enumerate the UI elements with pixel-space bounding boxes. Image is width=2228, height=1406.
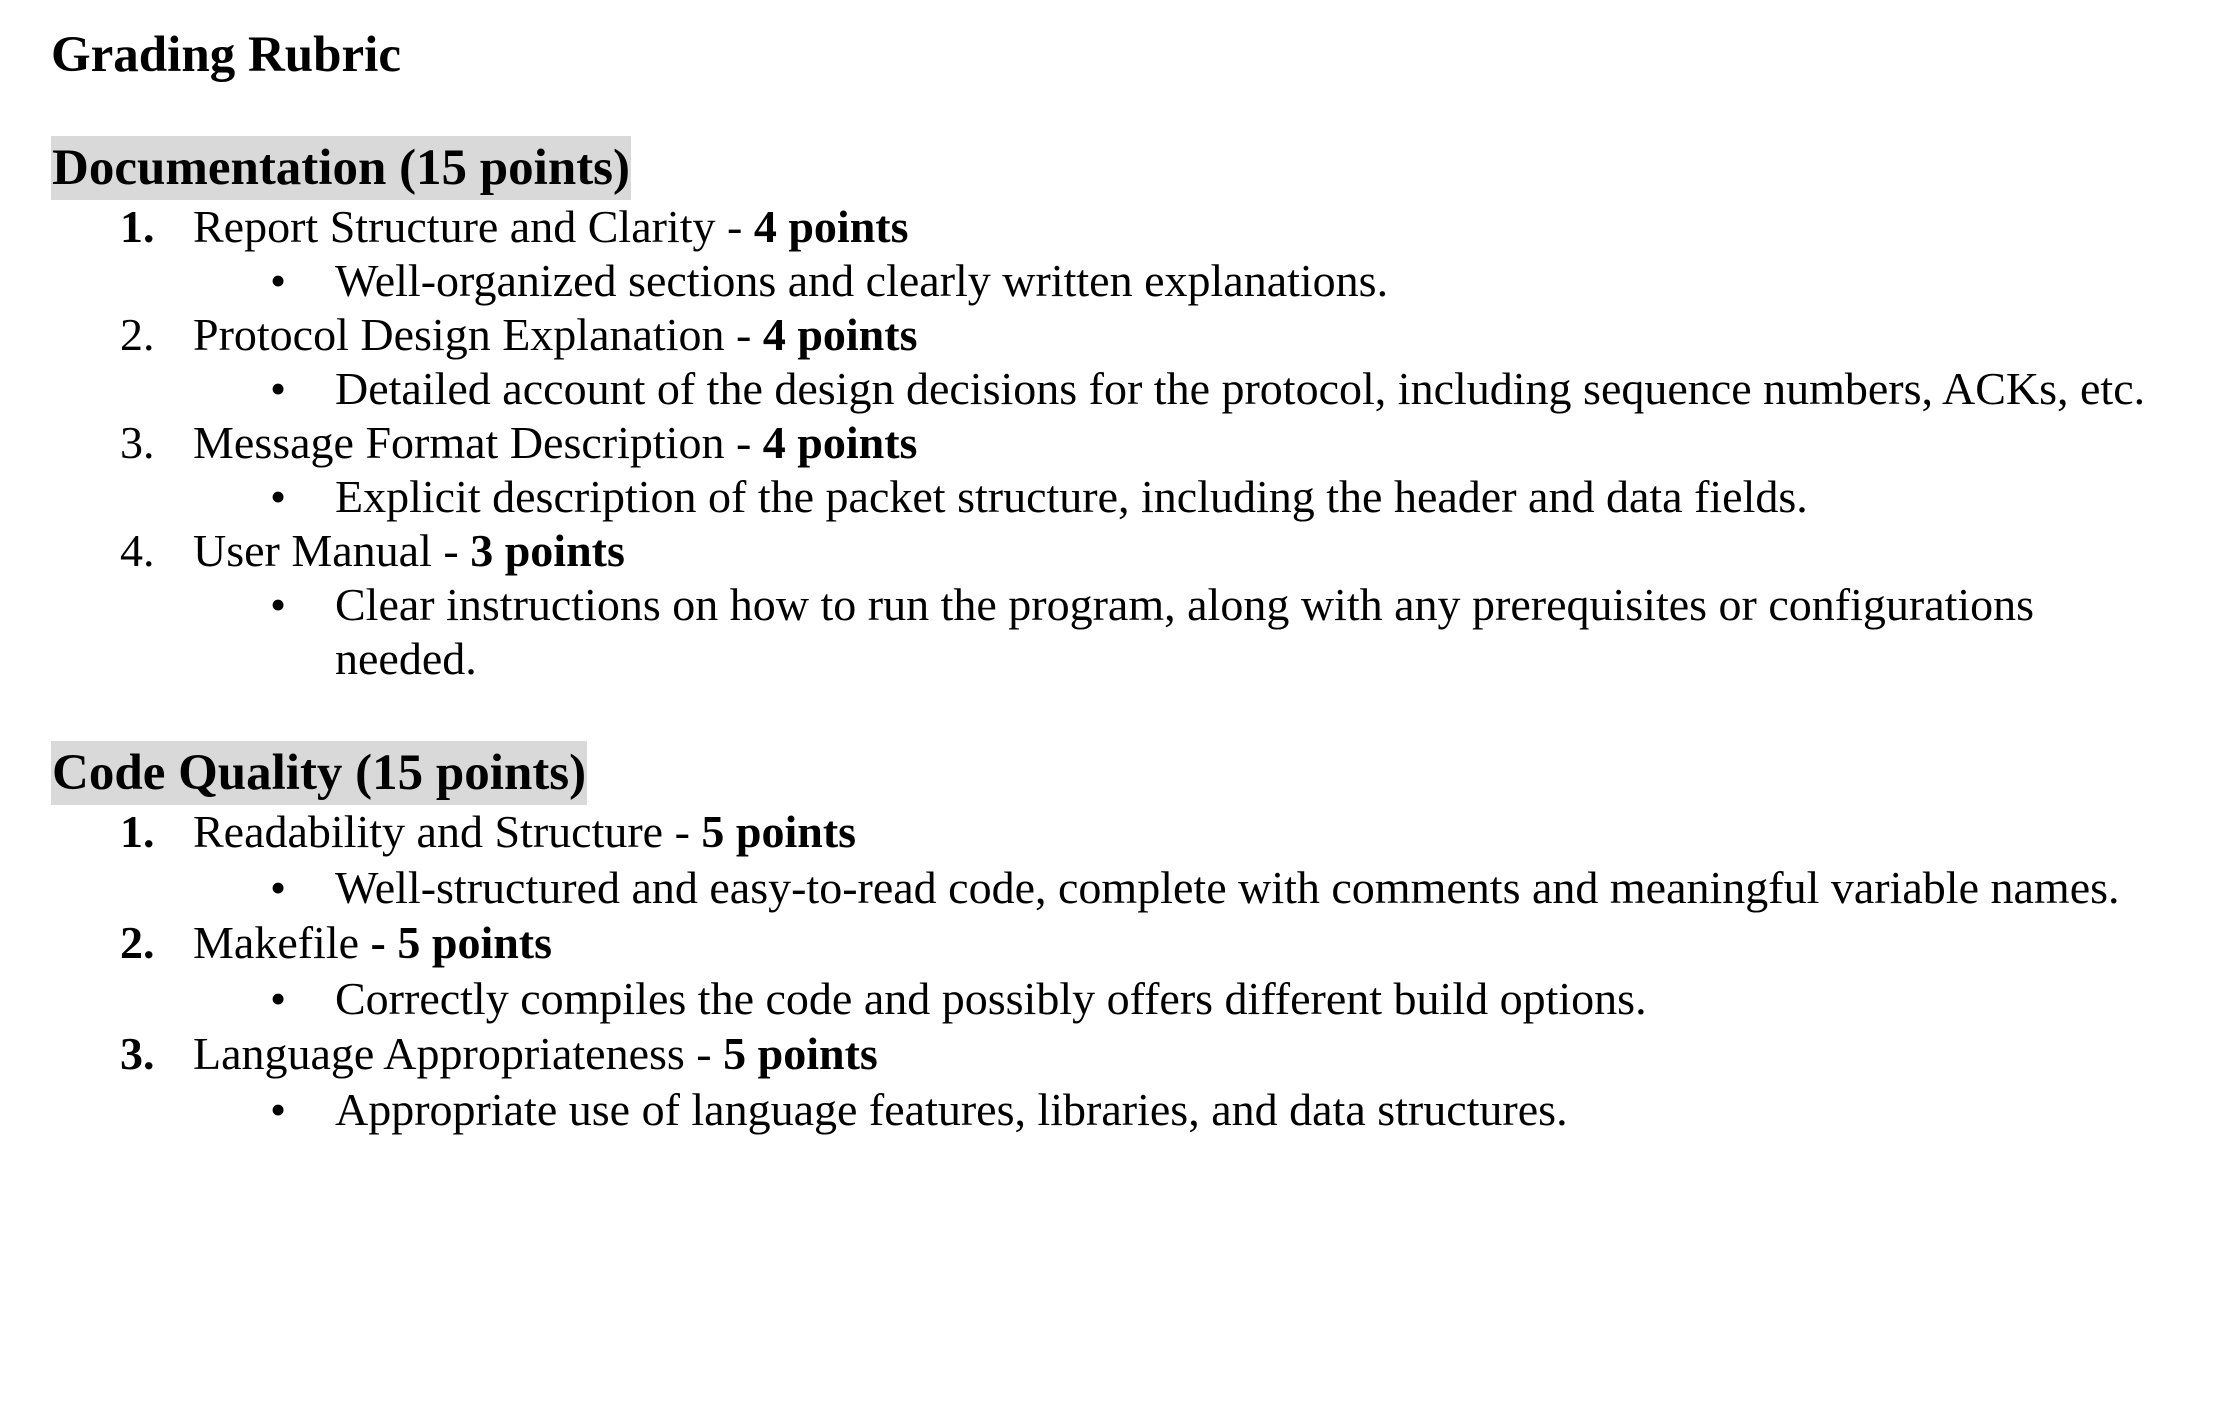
item-name: Readability and Structure: [193, 806, 664, 857]
item-description: Detailed account of the design decisions for the protocol, including sequence numbers, ACKs, etc.: [335, 363, 2146, 414]
rubric-item: [51, 416, 2201, 524]
item-name: Language Appropriateness: [193, 1028, 685, 1079]
rubric-item: [51, 308, 2201, 416]
rubric-item-line: [51, 1027, 2201, 1081]
rubric-item: [51, 1027, 2201, 1138]
bullet-icon: •: [270, 363, 287, 414]
item-description-line: [51, 1081, 2195, 1138]
rubric-item-line: [51, 416, 2201, 470]
section-heading: Documentation (15 points): [51, 136, 631, 200]
rubric-item: [51, 916, 2201, 1027]
page-title: Grading Rubric: [51, 27, 401, 83]
item-description-line: [51, 470, 2195, 524]
item-description-line: [51, 254, 2195, 308]
item-description-line: [51, 970, 2195, 1027]
section-code-quality: [51, 741, 2201, 1138]
item-name: Report Structure and Clarity: [193, 201, 716, 252]
rubric-item-line: [51, 308, 2201, 362]
item-points: 4 points: [762, 417, 918, 468]
item-separator: -: [724, 309, 763, 360]
item-number: 2.: [120, 309, 155, 360]
item-points: 4 points: [753, 201, 909, 252]
rubric-item-line: [51, 916, 2201, 970]
item-name: Makefile: [193, 917, 360, 968]
rubric-item: [51, 524, 2201, 686]
item-description-line: [51, 578, 2135, 686]
rubric-item-line: [51, 200, 2201, 254]
section-heading: Code Quality (15 points): [51, 741, 587, 805]
item-description-line: [51, 362, 2175, 416]
bullet-icon: •: [270, 471, 287, 522]
item-separator: -: [431, 525, 471, 576]
rubric-list: [51, 805, 2201, 1138]
item-description: Appropriate use of language features, libraries, and data structures.: [335, 1084, 1568, 1135]
item-number: 1.: [120, 201, 155, 252]
item-description: Clear instructions on how to run the program, along with any prerequisites or configurations needed.: [335, 579, 2035, 684]
document-page: [51, 22, 2201, 1138]
item-points: 3 points: [470, 525, 625, 576]
rubric-item-line: [51, 524, 2201, 578]
item-number: 3.: [120, 417, 155, 468]
item-name: Message Format Description: [193, 417, 725, 468]
section-documentation: [51, 136, 2201, 686]
item-name: Protocol Design Explanation: [193, 309, 725, 360]
item-points: 4 points: [762, 309, 918, 360]
bullet-icon: •: [270, 1084, 287, 1135]
item-name: User Manual: [193, 525, 432, 576]
item-separator: -: [684, 1028, 724, 1079]
bullet-icon: •: [270, 973, 287, 1024]
item-separator: -: [359, 917, 398, 968]
item-number: 2.: [120, 917, 155, 968]
item-separator: -: [663, 806, 702, 857]
item-points: 5 points: [723, 1028, 878, 1079]
rubric-list: [51, 200, 2201, 686]
item-separator: -: [724, 417, 763, 468]
bullet-icon: •: [270, 862, 287, 913]
rubric-item-line: [51, 805, 2201, 859]
bullet-icon: •: [270, 255, 287, 306]
item-points: 5 points: [701, 806, 857, 857]
rubric-item: [51, 200, 2201, 308]
item-description-line: [51, 859, 2195, 916]
item-number: 1.: [120, 806, 155, 857]
item-separator: -: [715, 201, 754, 252]
item-description: Explicit description of the packet structure, including the header and data fields.: [335, 471, 1808, 522]
item-number: 3.: [120, 1028, 155, 1079]
item-number: 4.: [120, 525, 155, 576]
item-points: 5 points: [397, 917, 553, 968]
item-description: Well-organized sections and clearly written explanations.: [335, 255, 1389, 306]
bullet-icon: •: [270, 579, 287, 630]
item-description: Well-structured and easy-to-read code, complete with comments and meaningful variable names.: [335, 862, 2120, 913]
item-description: Correctly compiles the code and possibly offers different build options.: [335, 973, 1647, 1024]
rubric-item: [51, 805, 2201, 916]
